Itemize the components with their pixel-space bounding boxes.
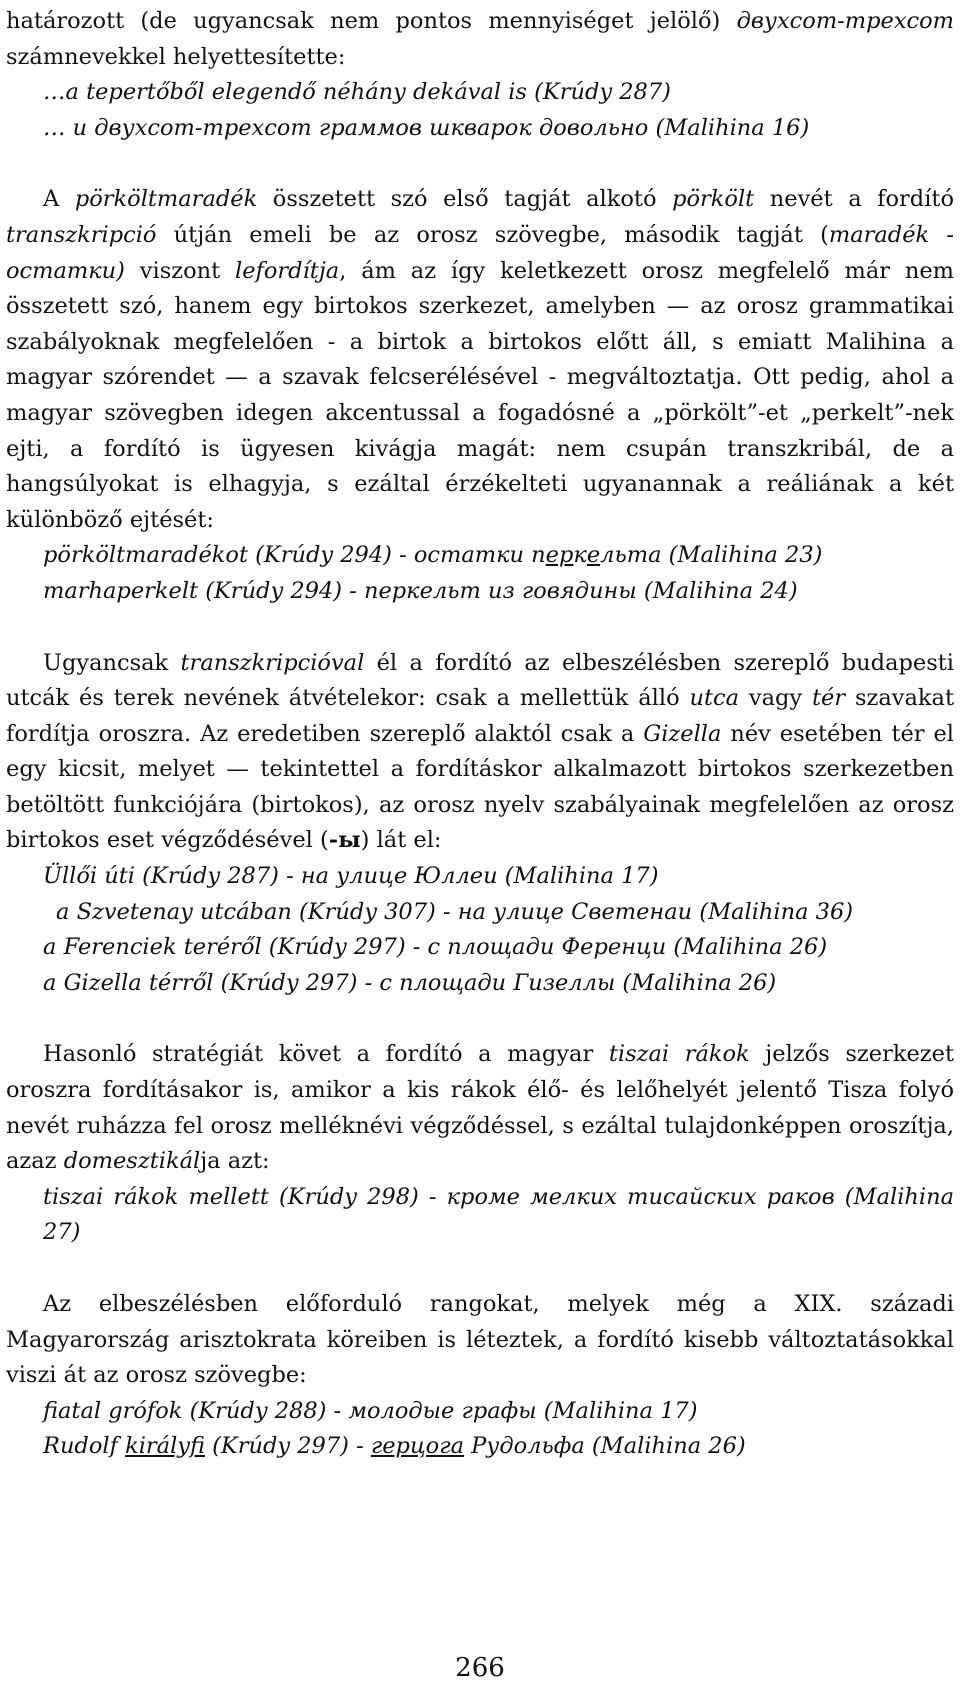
- text-run: , ám az így keletkezett orosz megfelelő már nem összetett szó, hanem egy birtokos szerkezet, amelyben — az orosz grammatikai szabályoknak megfelelően - a birtok a birtokos előtt áll, s emiatt Malihina a magyar szórendet — a szavak felcserélésével - megváltoztatja. Ott pedig, ahol a magyar szövegben idegen akcentussal a fogadósné a „pörkölt”-et „perkelt”-nek ejti, a fordító is ügyesen kivágja magát: nem csupán transzkribál, de a hangsúlyokat is elhagyja, s ezáltal érzékelteti ugyanannak a reáliának a két különböző ejtését:: [6, 257, 954, 533]
- underlined-run: ер: [545, 542, 574, 569]
- text-run-italic: tiszai rákok: [608, 1041, 750, 1068]
- paragraph-ranks: Az elbeszélésben előforduló rangokat, melyek még a XIX. századi Magyarország arisztokrata köreiben is léteztek, a fordító kisebb változtatásokkal viszi át az orosz szövegbe:: [6, 1291, 954, 1389]
- text-run: Ugyancsak: [43, 649, 181, 676]
- text-run-italic: pörköltmaradék: [74, 186, 258, 213]
- text-run: льта (Malihina 23): [600, 542, 823, 569]
- text-run: vagy: [739, 685, 812, 712]
- text-run: A: [43, 186, 75, 213]
- text-run: к: [573, 542, 587, 569]
- text-run: ja azt:: [200, 1148, 270, 1175]
- example-line: a Ferenciek teréről (Krúdy 297) - с площади Ференци (Malihina 26): [43, 934, 828, 961]
- text-run-italic: domesztikál: [63, 1148, 201, 1175]
- text-run-italic: maradék - остатки): [6, 221, 954, 284]
- underlined-run: герцога: [370, 1433, 464, 1460]
- example-line: tiszai rákok mellett (Krúdy 298) - кроме мелких тисайских раков (Malihina 27): [43, 1183, 954, 1246]
- underlined-run: királyfi: [125, 1433, 205, 1460]
- example-line: [6, 538, 954, 574]
- text-run-italic: tér: [811, 685, 846, 712]
- text-run-italic: lefordítja: [235, 257, 340, 284]
- example-line: Üllői úti (Krúdy 287) - на улице Юллеи (Malihina 17): [43, 863, 659, 890]
- paragraph-intro: [6, 4, 954, 75]
- text-run-italic: pörkölt: [672, 186, 755, 213]
- paragraph-gap: [6, 1251, 954, 1287]
- text-run: Hasonló stratégiát követ a fordító a magyar: [43, 1041, 609, 1068]
- text-run: ) lát el:: [360, 827, 442, 854]
- text-run-italic: Gizella: [643, 720, 722, 747]
- paragraph-gap: [6, 610, 954, 646]
- text-run: él a fordító az elbeszélésben szereplő budapesti utcák és terek nevének átvételekor: csak a mellettük álló: [6, 649, 954, 712]
- text-run: számnevekkel helyettesítette:: [6, 43, 346, 70]
- text-run-italic: transzkripcióval: [180, 649, 365, 676]
- example-line: … и двухсот-трехсот граммов шкварок довольно (Malihina 16): [43, 114, 810, 141]
- text-run: útján emeli be az orosz szövegbe, második tagját (: [156, 221, 829, 248]
- document-page: [6, 4, 954, 1465]
- paragraph-tisza: [6, 1037, 954, 1179]
- text-run: viszont: [124, 257, 236, 284]
- example-line: fiatal grófok (Krúdy 288) - молодые графы (Malihina 17): [43, 1397, 698, 1424]
- underlined-run: е: [586, 542, 601, 569]
- example-line: marhaperkelt (Krúdy 294) - перкельт из говядины (Malihina 24): [43, 577, 798, 604]
- text-run-bold: -ы: [328, 827, 361, 854]
- example-line: [6, 1429, 954, 1465]
- text-run-italic: двухсот-трехсот: [736, 8, 954, 34]
- text-run: (Krúdy 297) -: [204, 1433, 371, 1460]
- text-run: név esetében tér el egy kicsit, melyet — tekintettel a fordításkor alkalmazott birtokos szerkezetben betöltött funkciójára (birtokos), az orosz nyelv szabályainak megfelelően az orosz birtokos eset végződésével (: [6, 720, 954, 854]
- text-run: határozott (de ugyancsak nem pontos mennyiséget jelölő): [6, 8, 737, 34]
- paragraph-gap: [6, 146, 954, 182]
- example-line: a Gizella térről (Krúdy 297) - с площади Гизеллы (Malihina 26): [43, 969, 777, 996]
- text-run: pörköltmaradékot (Krúdy 294) - остатки п: [43, 542, 546, 569]
- text-run: jelzős szerkezet oroszra fordításakor is, amikor a kis rákok élő- és lelőhelyét jelentő Tisza folyó nevét ruházza fel orosz melléknévi végződéssel, s ezáltal tulajdonképpen oroszítja, azaz: [6, 1041, 954, 1175]
- text-run-italic: utca: [689, 685, 740, 712]
- text-run: Rudolf: [43, 1433, 126, 1460]
- paragraph-gap: [6, 1001, 954, 1037]
- text-run: nevét a fordító: [754, 186, 954, 213]
- page-number: 266: [455, 1653, 505, 1683]
- text-run: szavakat fordítja oroszra. Az eredetiben szereplő alaktól csak a: [6, 685, 954, 747]
- example-line: …a tepertőből elegendő néhány dekával is (Krúdy 287): [43, 79, 671, 106]
- example-line: a Szvetenay utcában (Krúdy 307) - на улице Светенаи (Malihina 36): [56, 898, 854, 925]
- text-run: összetett szó első tagját alkotó: [257, 186, 673, 213]
- paragraph-transcription: [6, 646, 954, 860]
- text-run-italic: transzkripció: [6, 221, 157, 248]
- paragraph-porkolt: [6, 182, 954, 538]
- text-run: Рудольфа (Malihina 26): [464, 1433, 746, 1460]
